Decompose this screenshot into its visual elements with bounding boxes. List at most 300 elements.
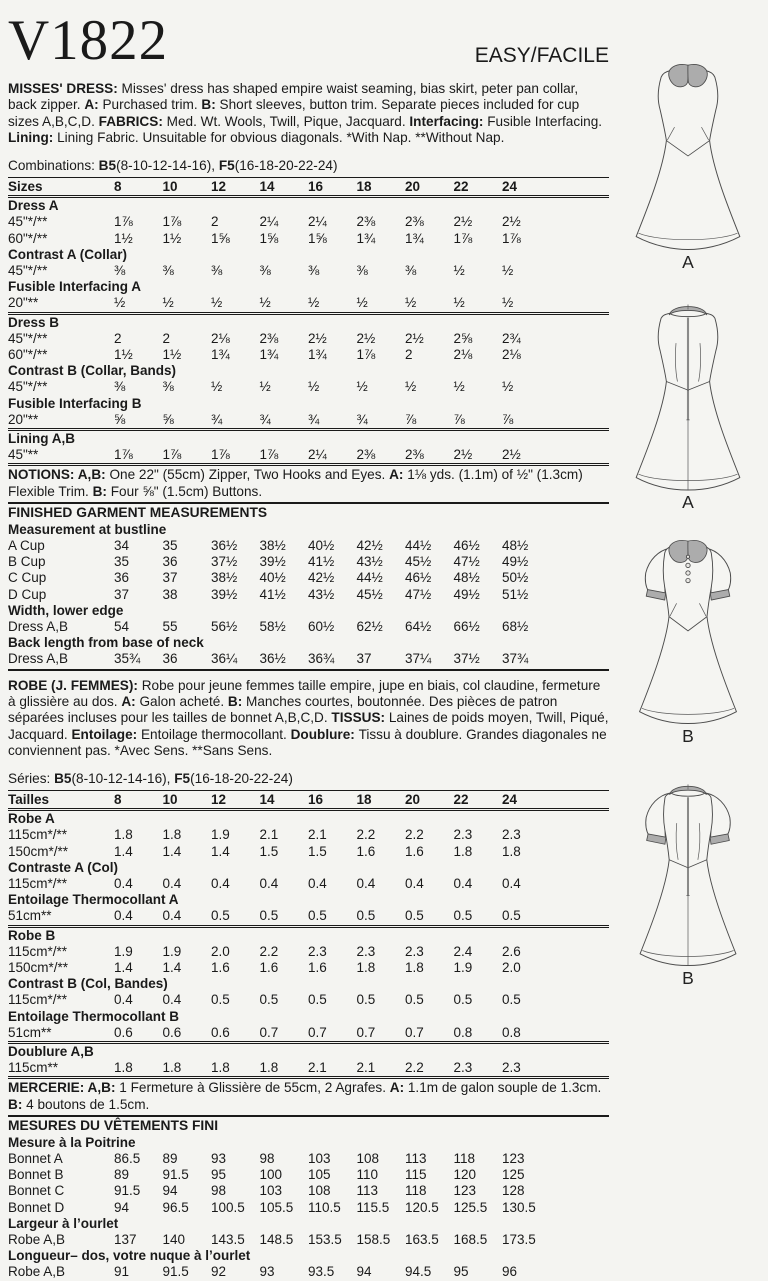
cell-value: 2 (114, 330, 122, 346)
cell-value: ½ (502, 295, 514, 311)
cell-value: 143.5 (211, 1232, 245, 1248)
cell-value: 37 (162, 570, 178, 586)
cell-value: 2⅛ (453, 346, 473, 362)
cell-value: 2.1 (356, 1060, 376, 1076)
cell-value: 36 (162, 651, 178, 667)
cell-value: 168.5 (453, 1232, 488, 1248)
description-french (8, 678, 609, 760)
column-header: 24 (502, 178, 518, 194)
cell-value: 1.9 (162, 943, 182, 959)
cell-value: 2 (211, 214, 219, 230)
column-header: 16 (308, 178, 324, 194)
row-label: 115cm*/** (8, 875, 68, 891)
cell-value: 93 (259, 1264, 275, 1280)
table-row (8, 1232, 609, 1248)
figure-dress-a-back (612, 298, 764, 511)
figure-dress-b-back (612, 778, 764, 987)
row-label: 60"*/** (8, 230, 48, 246)
text-segment: 1 Fermeture à Glissière de 55cm, 2 Agrafes. (119, 1080, 390, 1096)
text-segment: Combinations: (8, 157, 99, 173)
column-header: Sizes (8, 178, 43, 194)
cell-value: 1.4 (162, 959, 182, 975)
row-label: Bonnet A (8, 1151, 63, 1166)
cell-value: 89 (162, 1151, 178, 1166)
cell-value: 0.4 (114, 908, 133, 924)
row-label: 20"** (8, 411, 39, 427)
table-row (8, 295, 609, 311)
table-section-title: Dress A (8, 198, 59, 214)
cell-value: 68½ (502, 619, 529, 634)
cell-value: 0.4 (162, 908, 182, 924)
table-section-title: Mesure à la Poitrine (8, 1134, 136, 1150)
row-label: 115cm*/** (8, 943, 68, 959)
cell-value: 43½ (308, 586, 335, 602)
bold-text-segment: B: (227, 694, 247, 710)
row-label: 51cm** (8, 908, 52, 924)
cell-value: 0.4 (405, 875, 424, 891)
cell-value: 2⅜ (259, 330, 279, 346)
cell-value: ½ (211, 295, 223, 311)
cell-value: 47½ (405, 586, 432, 602)
cell-value: 2.6 (502, 943, 521, 959)
row-label: Bonnet B (8, 1167, 64, 1183)
cell-value: 37 (114, 586, 130, 602)
cell-value: 2½ (356, 330, 376, 346)
row-label: Robe A,B (8, 1264, 66, 1280)
cell-value: ⅞ (405, 411, 417, 427)
cell-value: ⅜ (405, 262, 417, 278)
text-segment: 1⅛ yds. (1.1m) of ½" (1.3cm) Flexible Trim. (8, 467, 583, 499)
yardage-table-metric (8, 790, 609, 1080)
bold-text-segment: Entoilage: (71, 726, 141, 742)
table-row (8, 1183, 609, 1199)
cell-value: 0.6 (162, 1024, 182, 1040)
text-segment: Short sleeves, button trim. Separate pieces included for cup sizes A,B,C,D. (8, 97, 580, 129)
combinations-line (8, 158, 609, 174)
table-row (8, 960, 609, 976)
cell-value: 36¼ (211, 651, 238, 667)
cell-value: 1.6 (405, 843, 424, 859)
cell-value: 2½ (502, 214, 521, 230)
cell-value: 2 (405, 346, 413, 362)
front-button (686, 578, 690, 582)
notions-paragraph (8, 467, 609, 504)
cell-value: 130.5 (502, 1199, 536, 1215)
cell-value: 42½ (308, 570, 335, 586)
cell-value: 2 (162, 330, 171, 346)
bold-text-segment: B: (8, 1096, 27, 1112)
column-header: 24 (502, 791, 518, 807)
bold-text-segment: B5 (98, 157, 117, 173)
cell-value: 0.4 (259, 875, 279, 891)
cell-value: 0.4 (162, 875, 182, 891)
figure-label: B (682, 726, 694, 746)
cell-value: ½ (114, 295, 126, 311)
cell-value: 1.9 (114, 943, 133, 959)
bold-text-segment: A: (389, 467, 408, 483)
cell-value: 1.8 (114, 827, 133, 843)
cell-value: 0.5 (502, 908, 521, 924)
cell-value: 115 (405, 1167, 427, 1183)
cell-value: 0.7 (356, 1024, 376, 1040)
cell-value: 39½ (259, 554, 286, 570)
table-row (8, 1167, 609, 1183)
cell-value: 0.5 (259, 992, 279, 1008)
cell-value: 49½ (502, 554, 529, 570)
table-header-row (8, 791, 609, 812)
cell-value: 37½ (211, 554, 238, 570)
table-section-title: Contrast B (Collar, Bands) (8, 363, 177, 379)
text-segment: Entoilage thermocollant. (140, 726, 291, 742)
cell-value: 91.5 (114, 1183, 141, 1199)
cell-value: 0.5 (405, 992, 424, 1008)
cell-value: ⅜ (356, 262, 368, 278)
cell-value: ½ (453, 262, 465, 278)
cell-value: 54 (114, 619, 130, 634)
cell-value: 1¾ (259, 346, 279, 362)
cell-value: 36¾ (308, 651, 335, 667)
cell-value: ½ (453, 295, 465, 311)
cell-value: 48½ (502, 537, 529, 553)
cell-value: 37¾ (502, 651, 529, 667)
row-label: Robe A,B (8, 1232, 66, 1248)
bold-text-segment: Doublure: (290, 726, 359, 742)
cell-value: 2.4 (453, 943, 473, 959)
cell-value: 100 (259, 1167, 283, 1183)
bold-text-segment: A: (84, 97, 103, 113)
dress-a-back-illustration (614, 298, 762, 490)
front-button (686, 571, 690, 575)
cell-value: 91 (114, 1264, 130, 1280)
table-row (8, 587, 609, 603)
cell-value: 2.3 (405, 943, 424, 959)
cell-value: 66½ (453, 619, 480, 634)
cell-value: 89 (114, 1167, 130, 1183)
table-row (8, 944, 609, 960)
cell-value: 1.4 (211, 843, 230, 859)
cell-value: 35 (114, 554, 130, 570)
cell-value: 2.2 (405, 827, 424, 843)
cell-value: 0.4 (502, 875, 521, 891)
cell-value: 95 (211, 1167, 227, 1183)
cell-value: 100.5 (211, 1199, 245, 1215)
cell-value: 2⅝ (453, 330, 473, 346)
row-label: Bonnet C (8, 1183, 65, 1199)
column-header: 8 (114, 178, 122, 194)
text-segment: Med. Wt. Wools, Twill, Pique, Jacquard. (166, 113, 410, 129)
mesures-heading: MESURES DU VÊTEMENTS FINI (8, 1118, 219, 1134)
cell-value: ½ (162, 295, 174, 311)
table-row (8, 1264, 609, 1280)
cell-value: 36½ (259, 651, 286, 667)
table-row (8, 1025, 609, 1041)
cell-value: ⅜ (259, 262, 271, 278)
cell-value: 43½ (356, 554, 383, 570)
text-segment: Manches courtes, boutonnée. Des pièces de patron séparées incluses pour les tailles de bonnet A,B,C,D. (8, 694, 558, 726)
cell-value: ½ (259, 379, 271, 395)
cell-value: 58½ (259, 619, 286, 634)
row-label: 150cm*/** (8, 843, 69, 859)
cell-value: 96 (502, 1264, 518, 1280)
cell-value: 92 (211, 1264, 227, 1280)
bold-text-segment: ROBE (J. FEMMES): (8, 677, 142, 693)
cell-value: 1⅞ (162, 214, 182, 230)
table-section-title: Back length from base of neck (8, 635, 204, 651)
table-section-title: Largeur à l’ourlet (8, 1215, 119, 1231)
cell-value: 44½ (356, 570, 383, 586)
cell-value: 1⅞ (114, 214, 133, 230)
cell-value: 38½ (211, 570, 238, 586)
text-segment: Misses' dress has shaped empire waist seaming, bias skirt, peter pan collar, back zipper. (8, 81, 579, 113)
bold-text-segment: B5 (54, 770, 72, 786)
text-segment: One 22" (55cm) Zipper, Two Hooks and Eyes. (109, 467, 390, 483)
cell-value: 0.5 (356, 908, 376, 924)
row-label: 60"*/** (8, 346, 48, 362)
cell-value: 0.4 (114, 992, 133, 1008)
cell-value: 55 (162, 619, 178, 634)
cell-value: 39½ (211, 586, 238, 602)
figure-label: B (682, 968, 694, 988)
cell-value: 0.7 (405, 1024, 424, 1040)
cell-value: 1.4 (114, 959, 133, 975)
table-section-title: Dress B (8, 312, 609, 331)
cell-value: 98 (211, 1183, 227, 1199)
cell-value: 2½ (502, 447, 521, 463)
table-row (8, 412, 609, 428)
cell-value: 49½ (453, 586, 480, 602)
cell-value: 2.3 (502, 1060, 521, 1076)
text-segment: 4 boutons de 1.5cm. (26, 1096, 150, 1112)
cell-value: 105.5 (259, 1199, 294, 1215)
cell-value: 148.5 (259, 1232, 294, 1248)
cell-value: 2.1 (308, 1060, 327, 1076)
cell-value: ½ (211, 379, 223, 395)
text-segment: Fusible Interfacing. (487, 113, 603, 129)
cell-value: ½ (453, 379, 465, 395)
cell-value: ¾ (211, 411, 223, 427)
cell-value: 1.6 (356, 843, 376, 859)
table-row (8, 554, 609, 570)
table-row (8, 908, 609, 924)
cell-value: 1.8 (356, 959, 376, 975)
bold-text-segment: F5 (174, 770, 191, 786)
cell-value: 1.6 (211, 959, 230, 975)
difficulty-label: EASY/FACILE (474, 44, 609, 67)
cell-value: 2⅛ (502, 346, 521, 362)
cell-value: 1.8 (453, 843, 473, 859)
table-section-title: Robe A (8, 811, 55, 827)
column-header: 16 (308, 791, 324, 807)
cell-value: 94 (114, 1199, 130, 1215)
cell-value: ½ (308, 295, 320, 311)
cell-value: 2.2 (356, 827, 376, 843)
front-button (686, 563, 690, 567)
cell-value: 2.2 (405, 1060, 424, 1076)
cell-value: ⅞ (502, 411, 514, 427)
cell-value: 2⅜ (356, 447, 376, 463)
cell-value: 95 (453, 1264, 469, 1280)
column-header: 10 (162, 178, 178, 194)
cell-value: 125 (502, 1167, 525, 1183)
finished-garment-table (8, 522, 609, 671)
row-label: 45"*/** (8, 379, 48, 395)
cell-value: ⅜ (162, 379, 174, 395)
cell-value: 2.3 (502, 827, 521, 843)
bold-text-segment: TISSUS: (331, 710, 389, 726)
cell-value: 2.0 (502, 959, 521, 975)
cell-value: 38 (162, 586, 178, 602)
column-header: 14 (259, 178, 275, 194)
cell-value: 1⅞ (356, 346, 376, 362)
table-row (8, 876, 609, 892)
column-header: 8 (114, 791, 122, 807)
series-line (8, 771, 609, 787)
row-label: Bonnet D (8, 1199, 65, 1215)
table-section-title: Fusible Interfacing B (8, 395, 142, 411)
column-header: 10 (162, 791, 178, 807)
cell-value: 93 (211, 1151, 227, 1166)
row-label: D Cup (8, 586, 47, 602)
cell-value: 34 (114, 537, 130, 553)
cell-value: 2.1 (259, 827, 279, 843)
row-label: 45"*/** (8, 214, 48, 230)
cell-value: 1.5 (259, 843, 279, 859)
cell-value: 1⅞ (114, 447, 133, 463)
cell-value: 2½ (308, 330, 327, 346)
column-header: 14 (259, 791, 275, 807)
table-section-title: Measurement at bustline (8, 521, 167, 537)
cell-value: 115.5 (356, 1199, 390, 1215)
cell-value: ½ (356, 379, 368, 395)
cell-value: 60½ (308, 619, 335, 634)
description-english (8, 81, 609, 147)
cell-value: 1.4 (114, 843, 133, 859)
cell-value: 2½ (453, 447, 473, 463)
bold-text-segment: NOTIONS: A,B: (8, 467, 110, 483)
column-header: 18 (356, 791, 372, 807)
table-row (8, 263, 609, 279)
cell-value: 96.5 (162, 1199, 189, 1215)
cell-value: 2⅜ (405, 447, 424, 463)
cell-value: 108 (308, 1183, 331, 1199)
bold-text-segment: MISSES' DRESS: (8, 81, 122, 96)
cell-value: 40½ (308, 537, 335, 553)
bold-text-segment: B: (92, 483, 111, 499)
table-row (8, 827, 609, 843)
cell-value: 2⅜ (405, 214, 424, 230)
cell-value: 1.4 (162, 843, 182, 859)
cell-value: 2⅛ (211, 330, 230, 346)
text-segment: Tissu à doublure. Grandes diagonales ne conviennent pas. *Avec Sens. **Sans Sens. (8, 726, 607, 759)
cell-value: ⅝ (114, 411, 126, 427)
cell-value: 0.4 (162, 992, 182, 1008)
table-row (8, 1200, 609, 1216)
cell-value: 173.5 (502, 1232, 536, 1248)
cell-value: 36 (114, 570, 130, 586)
cell-value: ¾ (308, 411, 320, 427)
cell-value: 1.8 (162, 1060, 182, 1076)
cell-value: 35¾ (114, 651, 141, 667)
cell-value: 103 (308, 1151, 331, 1166)
cell-value: 123 (453, 1183, 477, 1199)
cell-value: 0.6 (114, 1024, 133, 1040)
cell-value: 0.5 (211, 992, 230, 1008)
finished-garment-heading: FINISHED GARMENT MEASUREMENTS (8, 505, 268, 521)
cell-value: 1⅝ (259, 230, 279, 246)
text-segment: Robe pour jeune femmes taille empire, jupe en biais, col claudine, fermeture à glissière au dos. (8, 677, 601, 710)
cell-value: 0.5 (356, 992, 376, 1008)
cell-value: 0.4 (211, 875, 230, 891)
mercerie-paragraph (8, 1080, 609, 1117)
cell-value: 56½ (211, 619, 238, 634)
row-label: 45"*/** (8, 330, 48, 346)
cell-value: ¾ (356, 411, 368, 427)
cell-value: 113 (405, 1151, 427, 1166)
cell-value: 1⅞ (502, 230, 521, 246)
text-segment: (16-18-20-22-24) (234, 157, 338, 173)
text-segment: Four ⅝" (1.5cm) Buttons. (110, 483, 263, 499)
cell-value: 0.5 (308, 908, 327, 924)
cell-value: 1.8 (405, 959, 424, 975)
table-row (8, 619, 609, 635)
text-segment: 1.1m de galon souple de 1.3cm. (407, 1080, 602, 1096)
column-header: 22 (453, 178, 469, 194)
cell-value: 2¼ (308, 447, 327, 463)
cell-value: 1.8 (211, 1060, 230, 1076)
cell-value: 2.3 (453, 1060, 473, 1076)
cell-value: 45½ (405, 554, 432, 570)
cell-value: 0.5 (502, 992, 521, 1008)
cell-value: 62½ (356, 619, 383, 634)
cell-value: 40½ (259, 570, 286, 586)
bold-text-segment: A: (389, 1080, 408, 1096)
table-section-title: Contrast A (Collar) (8, 246, 128, 262)
row-label: 20"** (8, 295, 39, 311)
dress-body (636, 70, 740, 249)
cell-value: 2.0 (211, 943, 230, 959)
row-label: B Cup (8, 554, 46, 570)
cell-value: 0.8 (502, 1024, 521, 1040)
cell-value: 1.9 (211, 827, 230, 843)
row-label: A Cup (8, 537, 45, 553)
cell-value: ⅜ (114, 262, 126, 278)
cell-value: 94 (162, 1183, 178, 1199)
cell-value: 118 (453, 1151, 476, 1166)
table-row (8, 214, 609, 230)
column-header: 18 (356, 178, 372, 194)
cell-value: 140 (162, 1232, 186, 1248)
table-section-title: Fusible Interfacing A (8, 279, 142, 295)
table-section-title: Doublure A,B (8, 1041, 609, 1060)
cell-value: 0.5 (211, 908, 230, 924)
table-row (8, 1060, 609, 1076)
cell-value: ⅜ (114, 379, 126, 395)
dress-b-front-illustration (614, 534, 762, 724)
cell-value: 137 (114, 1232, 137, 1248)
cell-value: 1.8 (162, 827, 182, 843)
cell-value: 1.8 (259, 1060, 279, 1076)
table-section-title: Robe B (8, 925, 609, 944)
cell-value: 120.5 (405, 1199, 439, 1215)
cell-value: 105 (308, 1167, 331, 1183)
column-header: 20 (405, 178, 421, 194)
row-label: 150cm*/** (8, 959, 69, 975)
cell-value: ⅜ (308, 262, 320, 278)
figure-dress-b-front (612, 534, 764, 745)
text-segment: (16-18-20-22-24) (190, 770, 293, 786)
cell-value: 44½ (405, 537, 432, 553)
table-section-title: Contrast B (Col, Bandes) (8, 976, 168, 992)
